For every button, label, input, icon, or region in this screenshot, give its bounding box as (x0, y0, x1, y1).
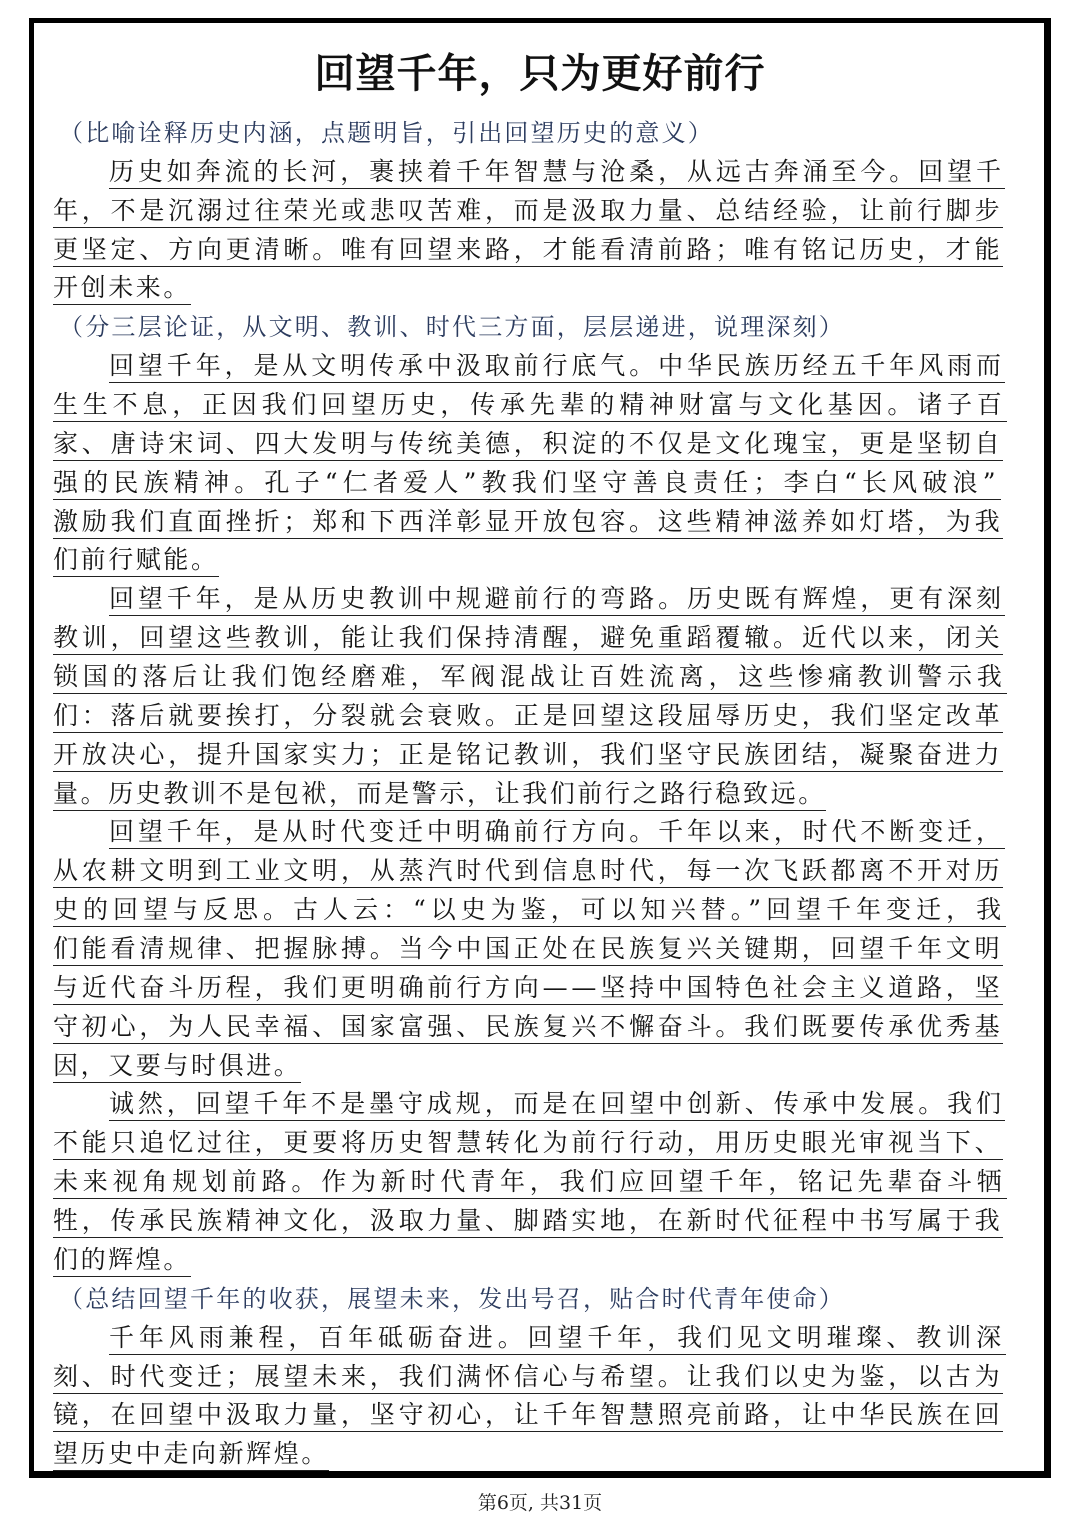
line-text: 历史如奔流的长河，裹挟着千年智慧与沧桑，从远古奔涌至今。回望千 (109, 155, 1005, 189)
line-text: 千年风雨兼程，百年砥砺奋进。回望千年，我们见文明璀璨、教训深 (109, 1321, 1006, 1355)
line-text: 生生不息，正因我们回望历史，传承先辈的精神财富与文化基因。诸子百 (53, 388, 1007, 422)
line-text: 们能看清规律、把握脉搏。当今中国正处在民族复兴关键期，回望千年文明 (53, 932, 1003, 966)
paragraph-line (53, 464, 1009, 503)
paragraph-line (53, 503, 1009, 542)
line-text: 回望千年，是从时代变迁中明确前行方向。千年以来，时代不断变迁， (109, 815, 1005, 849)
paragraph-line (53, 541, 1009, 580)
line-text: 家、唐诗宋词、四大发明与传统美德，积淀的不仅是文化瑰宝，更是坚韧自 (53, 427, 1003, 461)
line-text: 不能只追忆过往，更要将历史智慧转化为前行行动，用历史眼光审视当下、 (53, 1126, 1003, 1160)
line-text: 们：落后就要挨打，分裂就会衰败。正是回望这段屈辱历史，我们坚定改革 (53, 699, 1003, 733)
paragraph-line (53, 619, 1009, 658)
line-text: 们前行赋能。 (53, 543, 219, 577)
line-text: 镜，在回望中汲取力量，坚守初心，让千年智慧照亮前路，让中华民族在回 (53, 1398, 1003, 1432)
paragraph-line (53, 425, 1009, 464)
line-text: 史的回望与反思。古人云：“以史为鉴，可以知兴替。”回望千年变迁，我 (53, 893, 1006, 927)
paragraph-line (53, 192, 1009, 231)
line-text: 强的民族精神。孔子“仁者爱人”教我们坚守善良责任；李白“长风破浪” (53, 466, 1001, 500)
paragraph-line (53, 813, 1009, 852)
line-text: 激励我们直面挫折；郑和下西洋彰显开放包容。这些精神滋养如灯塔，为我 (53, 505, 1003, 539)
paragraph-line (53, 852, 1009, 891)
line-text: 开放决心，提升国家实力；正是铭记教训，我们坚守民族团结，凝聚奋进力 (53, 738, 1003, 772)
essay-title: 回望千年，只为更好前行 (314, 51, 766, 97)
line-text: 们的辉煌。 (53, 1243, 191, 1277)
paragraph-line (53, 347, 1009, 386)
line-text: 开创未来。 (53, 271, 191, 305)
paragraph-line (53, 1202, 1009, 1241)
paragraph-line (53, 1163, 1009, 1202)
paragraph-line (53, 658, 1009, 697)
paragraph-line (53, 1124, 1009, 1163)
annotation-text: （分三层论证，从文明、教训、时代三方面，层层递进，说理深刻） (59, 313, 845, 342)
annotation-text: （比喻诠释历史内涵，点题明旨，引出回望历史的意义） (59, 119, 714, 147)
annotation-text: （总结回望千年的收获，展望未来，发出号召，贴合时代青年使命） (59, 1284, 845, 1313)
line-text: 量。历史教训不是包袱，而是警示，让我们前行之路行稳致远。 (53, 777, 826, 811)
line-text: 年，不是沉溺过往荣光或悲叹苦难，而是汲取力量、总结经验，让前行脚步 (53, 194, 1003, 228)
annotation-note (53, 308, 1009, 347)
line-text: 望历史中走向新辉煌。 (53, 1437, 329, 1471)
paragraph-line (53, 1008, 1009, 1047)
paragraph-line (53, 1085, 1009, 1124)
paragraph-line (53, 153, 1009, 192)
paragraph-line (53, 891, 1009, 930)
paragraph-line (53, 386, 1009, 425)
page-number: 第6页, 共31页 (477, 1492, 603, 1514)
line-text: 锁国的落后让我们饱经磨难，军阀混战让百姓流离，这些惨痛教训警示我 (53, 660, 1007, 694)
paragraph-line (53, 1047, 1009, 1086)
line-text: 诚然，回望千年不是墨守成规，而是在回望中创新、传承中发展。我们 (109, 1087, 1005, 1121)
paragraph-line (53, 697, 1009, 736)
paragraph-line (53, 775, 1009, 814)
paragraph-line (53, 1319, 1009, 1358)
annotation-note (53, 114, 1009, 153)
line-text: 刻、时代变迁；展望未来，我们满怀信心与希望。让我们以史为鉴，以古为 (53, 1360, 1003, 1394)
paragraph-line (53, 231, 1009, 270)
line-text: 更坚定、方向更清晰。唯有回望来路，才能看清前路；唯有铭记历史，才能 (53, 233, 1003, 267)
line-text: 守初心，为人民幸福、国家富强、民族复兴不懈奋斗。我们既要传承优秀基 (53, 1010, 1003, 1044)
paragraph-line (53, 1358, 1009, 1397)
line-text: 未来视角规划前路。作为新时代青年，我们应回望千年，铭记先辈奋斗牺 (53, 1165, 1007, 1199)
line-text: 牲，传承民族精神文化，汲取力量、脚踏实地，在新时代征程中书写属于我 (53, 1204, 1003, 1238)
paragraph-line (53, 1241, 1009, 1280)
paragraph-line (53, 1396, 1009, 1435)
line-text: 教训，回望这些教训，能让我们保持清醒，避免重蹈覆辙。近代以来，闭关 (53, 621, 1003, 655)
paragraph-line (53, 580, 1009, 619)
paragraph-line (53, 736, 1009, 775)
paragraph-line (53, 269, 1009, 308)
line-text: 回望千年，是从历史教训中规避前行的弯路。历史既有辉煌，更有深刻 (109, 582, 1005, 616)
line-text: 与近代奋斗历程，我们更明确前行方向——坚持中国特色社会主义道路，坚 (53, 971, 1003, 1005)
essay-body (53, 114, 1009, 1474)
paragraph-line (53, 969, 1009, 1008)
line-text: 因，又要与时俱进。 (53, 1049, 301, 1083)
paragraph-line (53, 930, 1009, 969)
paragraph-line (53, 1435, 1009, 1474)
line-text: 回望千年，是从文明传承中汲取前行底气。中华民族历经五千年风雨而 (109, 349, 1005, 383)
line-text: 从农耕文明到工业文明，从蒸汽时代到信息时代，每一次飞跃都离不开对历 (53, 854, 1003, 888)
annotation-note (53, 1280, 1009, 1319)
